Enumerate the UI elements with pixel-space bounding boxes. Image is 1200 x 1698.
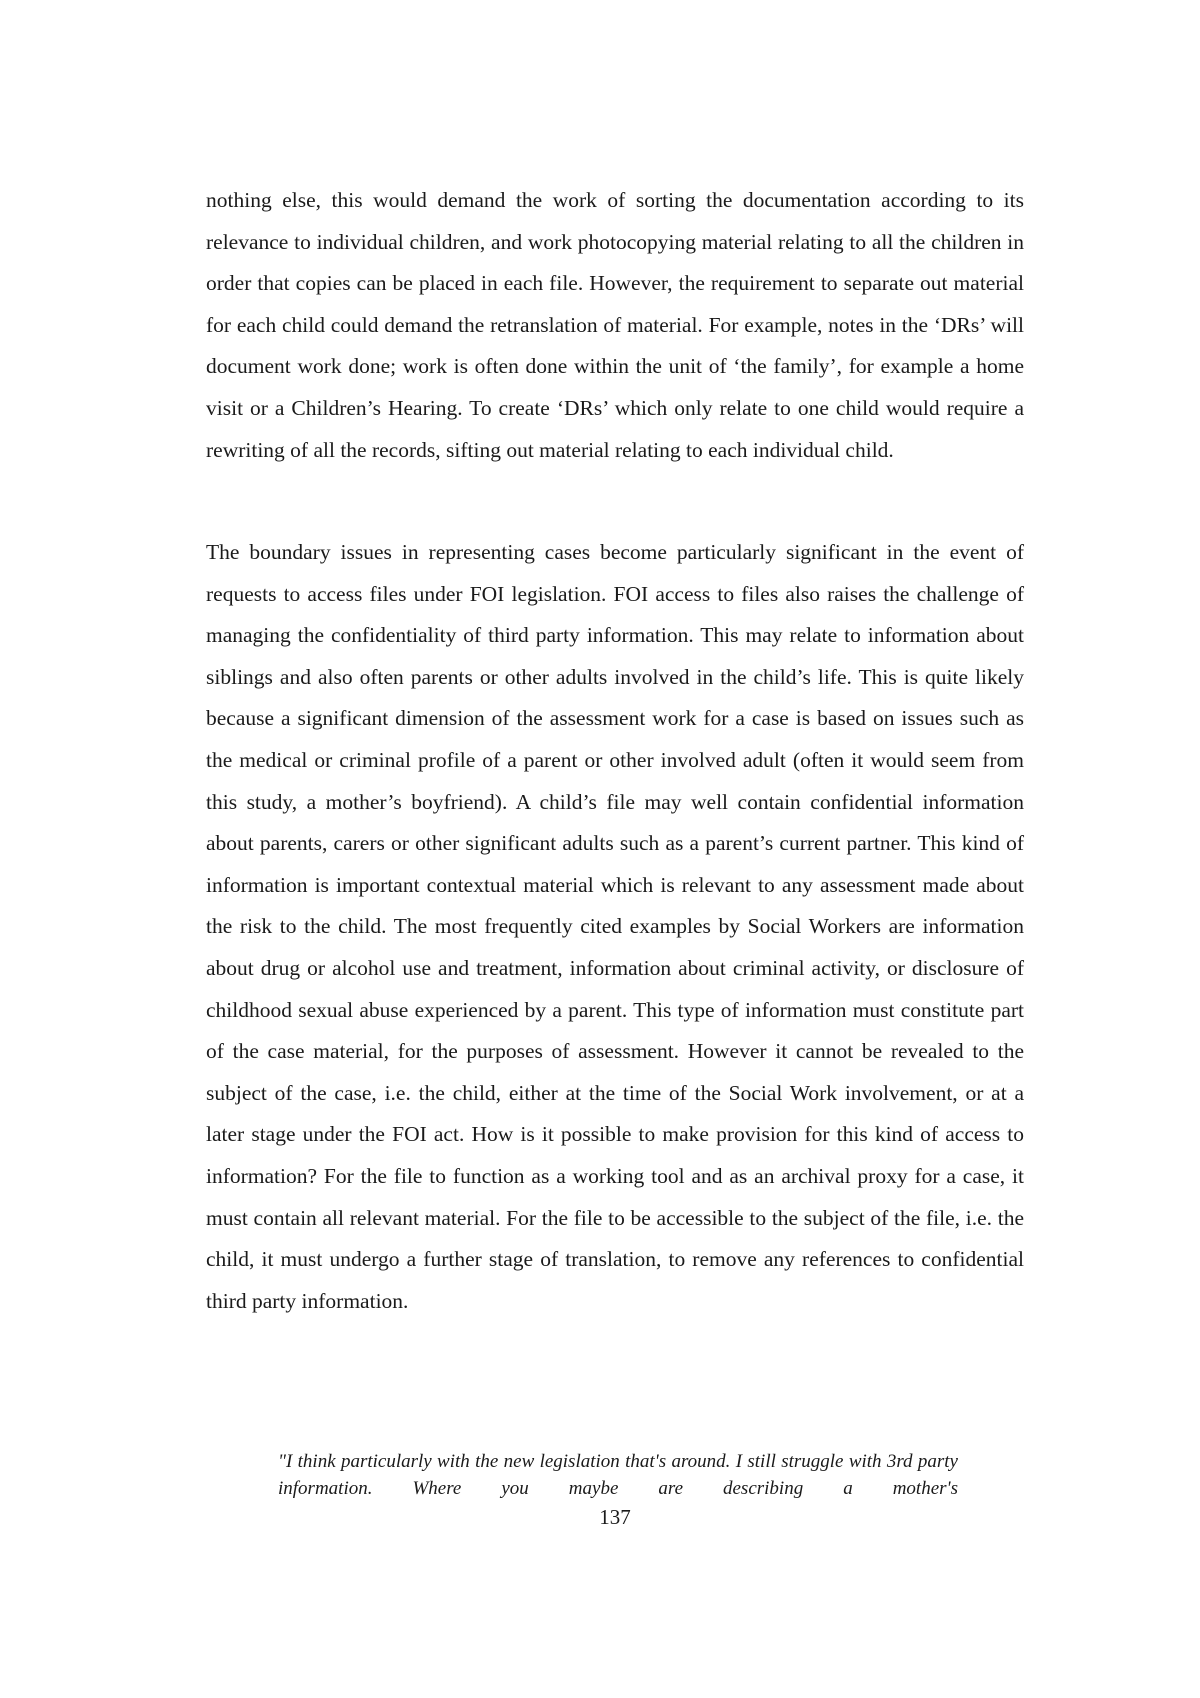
interview-quote: "I think particularly with the new legislation that's around. I still struggle with 3rd party information. Where you maybe are describing a mother's [278, 1451, 958, 1499]
body-paragraph-1: nothing else, this would demand the work of sorting the documentation according to its relevance to individual children, and work photocopying material relating to all the children in order that copies can be placed in each file. However, the requirement to separate out material for each child could demand the retranslation of material. For example, notes in the ‘DRs’ will document work done; work is often done within the unit of ‘the family’, for example a home visit or a Children’s Hearing. To create ‘DRs’ which only relate to one child would require a rewriting of all the records, sifting out material relating to each individual child. [206, 188, 1024, 462]
body-paragraph-2: The boundary issues in representing cases become particularly significant in the event of requests to access files under FOI legislation. FOI access to files also raises the challenge of managing the confidentiality of third party information. This may relate to information about siblings and also often parents or other adults involved in the child’s life. This is quite likely because a significant dimension of the assessment work for a case is based on issues such as the medical or criminal profile of a parent or other involved adult (often it would seem from this study, a mother’s boyfriend). A child’s file may well contain confidential information about parents, carers or other significant adults such as a parent’s current partner. This kind of information is important contextual material which is relevant to any assessment made about the risk to the child. The most frequently cited examples by Social Workers are information about drug or alcohol use and treatment, information about criminal activity, or disclosure of childhood sexual abuse experienced by a parent. This type of information must constitute part of the case material, for the purposes of assessment. However it cannot be revealed to the subject of the case, i.e. the child, either at the time of the Social Work involvement, or at a later stage under the FOI act. How is it possible to make provision for this kind of access to information? For the file to function as a working tool and as an archival proxy for a case, it must contain all relevant material. For the file to be accessible to the subject of the file, i.e. the child, it must undergo a further stage of translation, to remove any references to confidential third party information. [206, 540, 1024, 1313]
page-number: 137 [599, 1505, 631, 1529]
